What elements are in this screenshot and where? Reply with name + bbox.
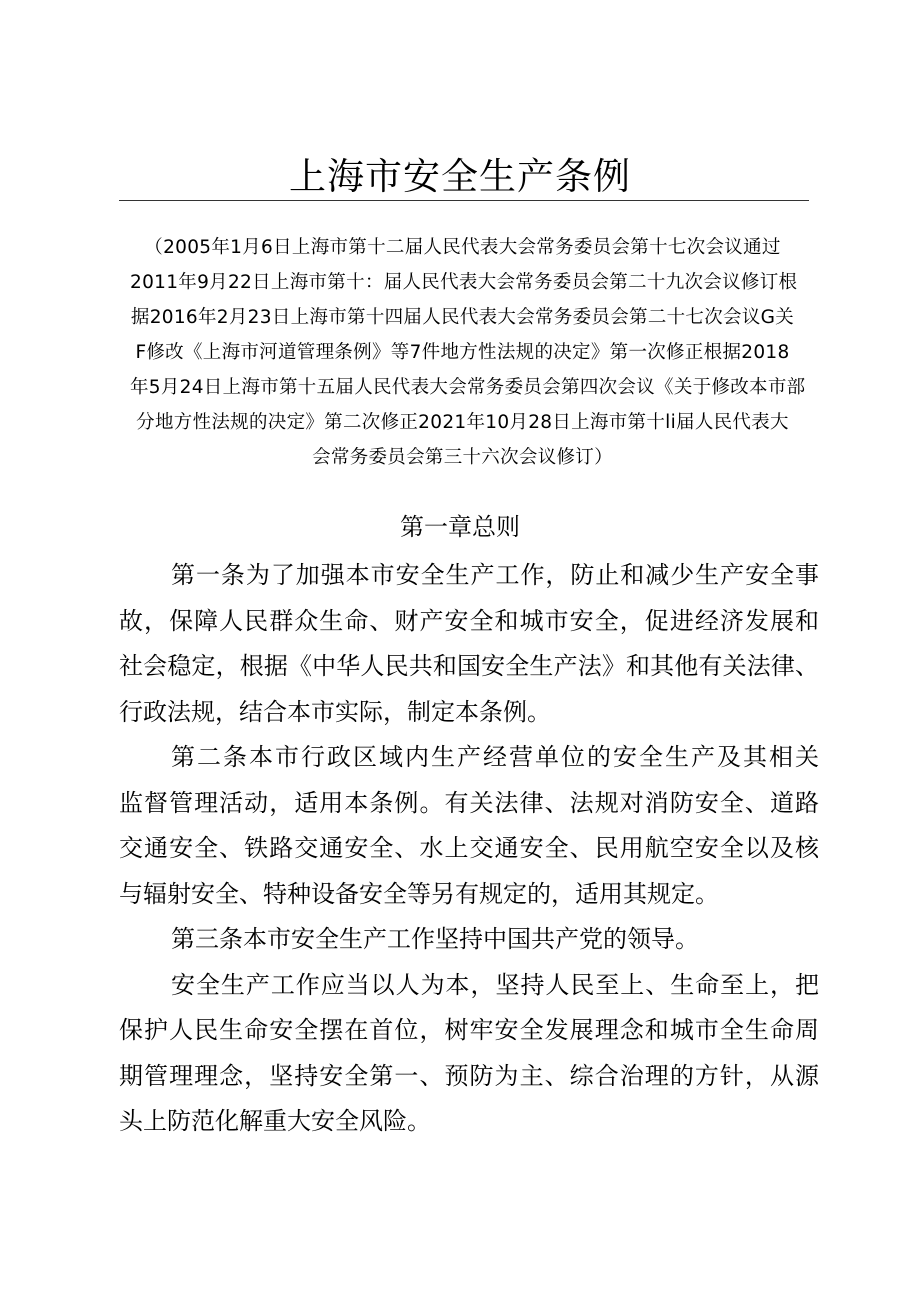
legislative-history-note (130, 230, 806, 475)
preamble-line: 会常务委员会第三十六次会议修订） (312, 447, 613, 468)
paragraph-line: 期管理理念，坚持安全第一、预防为主、综合治理的方针，从源 (119, 1061, 819, 1090)
paragraph-line: 与辐射安全、特种设备安全等另有规定的，适用其规定。 (119, 879, 719, 908)
paragraph-line: 行政法规，结合本市实际，制定本条例。 (119, 697, 551, 726)
article-body (119, 553, 819, 1145)
preamble-line: 分地方性法规的决定》第二次修正2021年10月28日上海市第十li届人民代表大 (136, 412, 789, 433)
article-3 (119, 917, 819, 963)
preamble-line: 据2016年2月23日上海市第十四届人民代表大会常务委员会第二十七次会议G关 (130, 307, 795, 328)
paragraph-line: 第三条本市安全生产工作坚持中国共产党的领导。 (171, 925, 699, 953)
article-1 (119, 553, 819, 735)
paragraph-line: 安全生产工作应当以人为本，坚持人民至上、生命至上，把 (171, 970, 819, 999)
paragraph-line: 监督管理活动，适用本条例。有关法律、法规对消防安全、道路 (119, 788, 819, 817)
paragraph-line: 交通安全、铁路交通安全、水上交通安全、民用航空安全以及核 (119, 834, 819, 862)
paragraph-line: 故，保障人民群众生命、财产安全和城市安全，促进经济发展和 (119, 606, 819, 635)
chapter-heading: 第一章总则 (400, 513, 520, 541)
preamble-line: （2005年1月6日上海市第十二届人民代表大会常务委员会第十七次会议通过 (144, 237, 781, 258)
paragraph-line: 第二条本市行政区域内生产经营单位的安全生产及其相关 (171, 743, 819, 771)
preamble-line: 2011年9月22日上海市第十：届人民代表大会常务委员会第二十九次会议修订根 (130, 272, 798, 293)
preamble-line: 年5月24日上海市第十五届人民代表大会常务委员会第四次会议《关于修改本市部 (130, 377, 806, 398)
document-title: 上海市安全生产条例 (289, 155, 631, 198)
paragraph-line: 第一条为了加强本市安全生产工作，防止和减少生产安全事 (171, 561, 819, 589)
paragraph-line: 社会稳定，根据《中华人民共和国安全生产法》和其他有关法律、 (119, 652, 819, 680)
article-2 (119, 735, 819, 917)
article-3-clause (119, 963, 819, 1145)
title-underline (119, 200, 809, 201)
paragraph-line: 头上防范化解重大安全风险。 (119, 1107, 431, 1135)
paragraph-line: 保护人民生命安全摆在首位，树牢安全发展理念和城市全生命周 (119, 1016, 819, 1044)
preamble-line: F修改《上海市河道管理条例》等7件地方性法规的决定》第一次修正根据2018 (135, 342, 790, 363)
